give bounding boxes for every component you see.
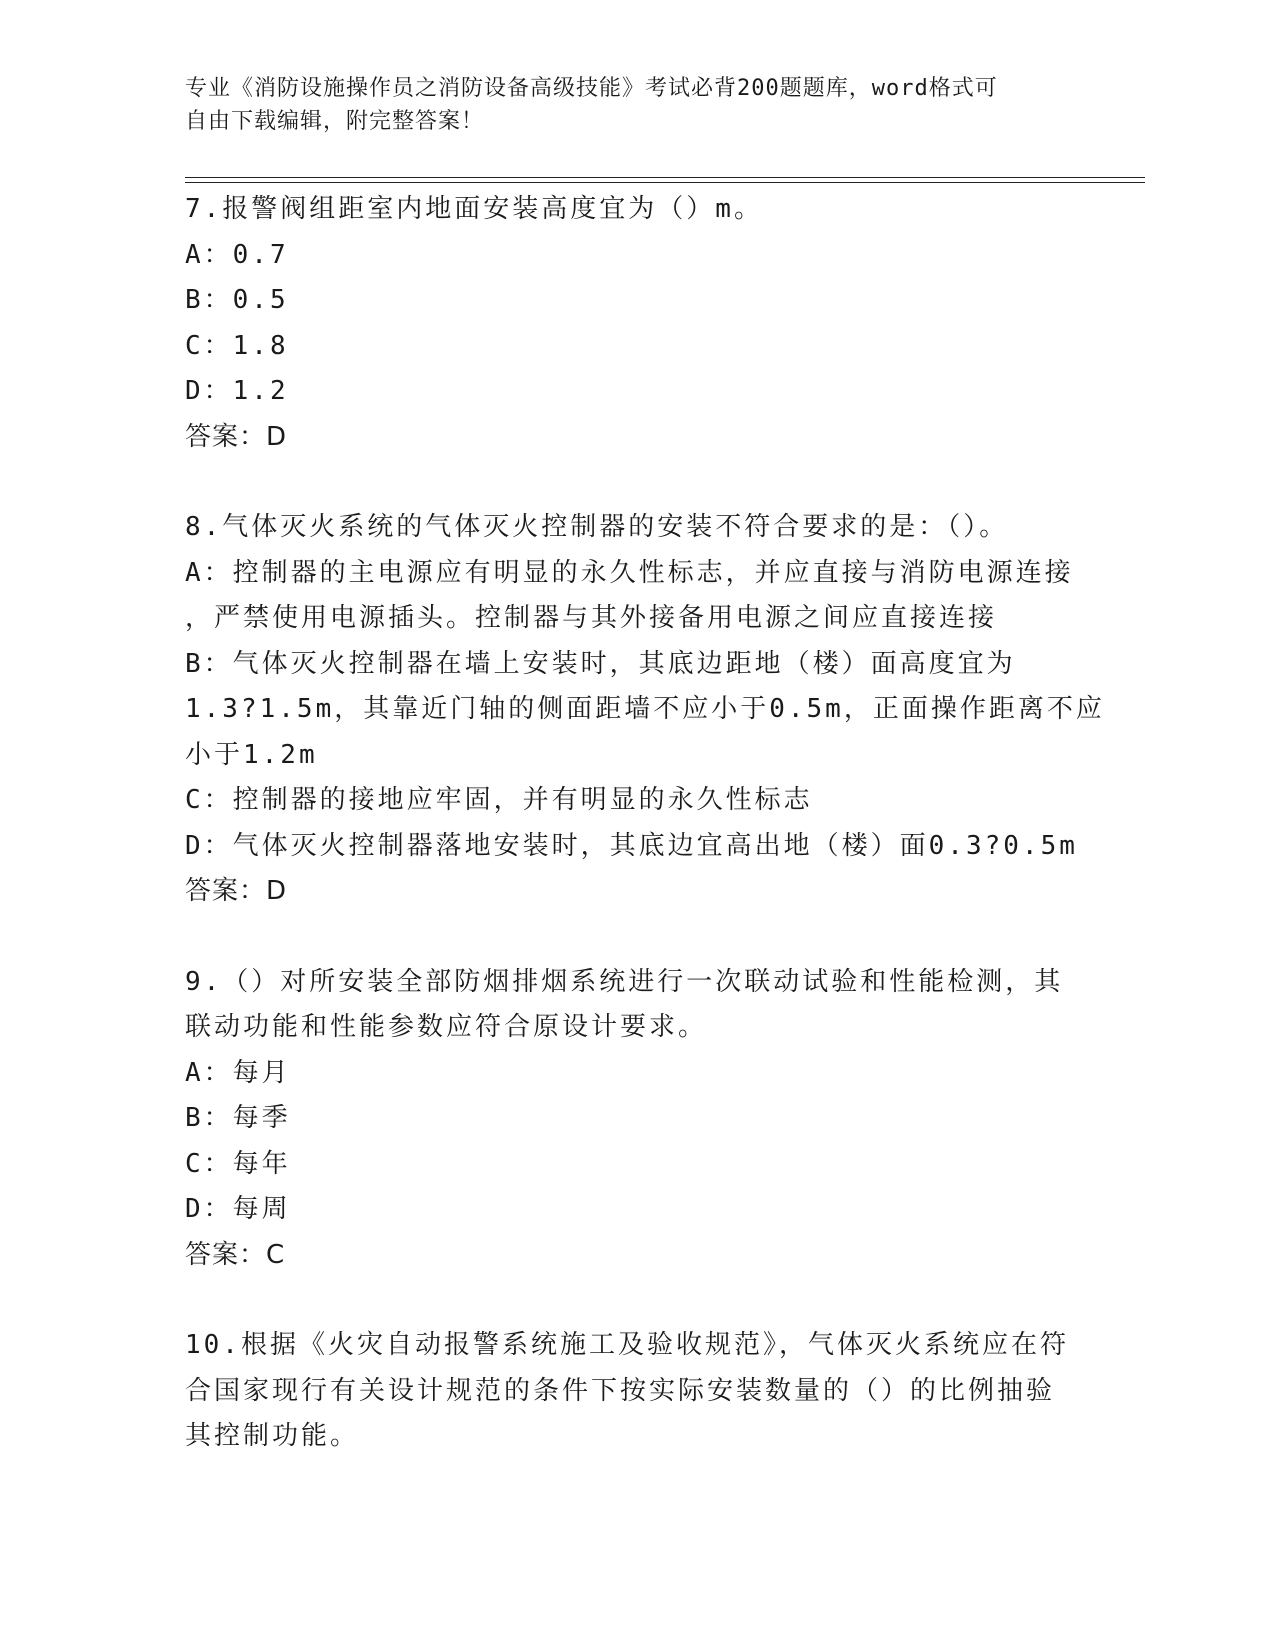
question-block	[185, 505, 1105, 915]
option-b-continued: 小于1.2m	[185, 739, 318, 770]
header-line-1: 专业《消防设施操作员之消防设备高级技能》考试必背200题题库，word格式可	[185, 76, 998, 101]
question-stem-continued: 联动功能和性能参数应符合原设计要求。	[185, 1012, 708, 1042]
option-b: B：气体灭火控制器在墙上安装时，其底边距地（楼）面高度宜为	[185, 648, 1016, 679]
option-a: A：控制器的主电源应有明显的永久性标志，并应直接与消防电源连接	[185, 557, 1074, 588]
header-divider-bottom	[185, 182, 1145, 183]
question-block	[185, 960, 1085, 1279]
option-c: C：1.8	[185, 330, 289, 361]
question-block	[185, 1323, 1085, 1460]
spacer	[185, 460, 1085, 505]
question-stem: 8.气体灭火系统的气体灭火控制器的安装不符合要求的是：（）。	[185, 512, 1009, 542]
question-block	[185, 187, 1085, 460]
option-d: D：1.2	[185, 376, 289, 406]
option-c: C：控制器的接地应牢固，并有明显的永久性标志	[185, 785, 813, 815]
option-a: A：每月	[185, 1057, 291, 1088]
question-stem-continued: 合国家现行有关设计规范的条件下按实际安装数量的（）的比例抽验	[185, 1375, 1056, 1406]
question-stem: 9.（）对所安装全部防烟排烟系统进行一次联动试验和性能检测，其	[185, 966, 1064, 997]
spacer	[185, 1278, 1085, 1323]
question-list	[185, 187, 1105, 1460]
header-divider-top	[185, 177, 1145, 178]
option-a-continued: ，严禁使用电源插头。控制器与其外接备用电源之间应直接连接	[185, 603, 998, 633]
spacer	[185, 915, 1085, 960]
question-stem: 10.根据《火灾自动报警系统施工及验收规范》，气体灭火系统应在符	[185, 1330, 1069, 1360]
question-stem-continued: 其控制功能。	[185, 1421, 360, 1451]
answer: 答案：D	[185, 421, 288, 452]
header-line-2: 自由下载编辑，附完整答案！	[185, 109, 485, 134]
option-b: B：0.5	[185, 285, 289, 315]
option-a: A：0.7	[185, 239, 289, 270]
option-d: D：每周	[185, 1194, 291, 1224]
document-header	[185, 72, 1065, 138]
option-d: D：气体灭火控制器落地安装时，其底边宜高出地（楼）面0.3?0.5m	[185, 830, 1078, 861]
option-b: B：每季	[185, 1103, 291, 1133]
question-stem: 7.报警阀组距室内地面安装高度宜为（）m。	[185, 194, 763, 224]
answer: 答案：C	[185, 1239, 286, 1270]
option-b-continued: 1.3?1.5m，其靠近门轴的侧面距墙不应小于0.5m，正面操作距离不应	[185, 694, 1105, 724]
option-c: C：每年	[185, 1148, 291, 1179]
answer: 答案：D	[185, 876, 288, 906]
